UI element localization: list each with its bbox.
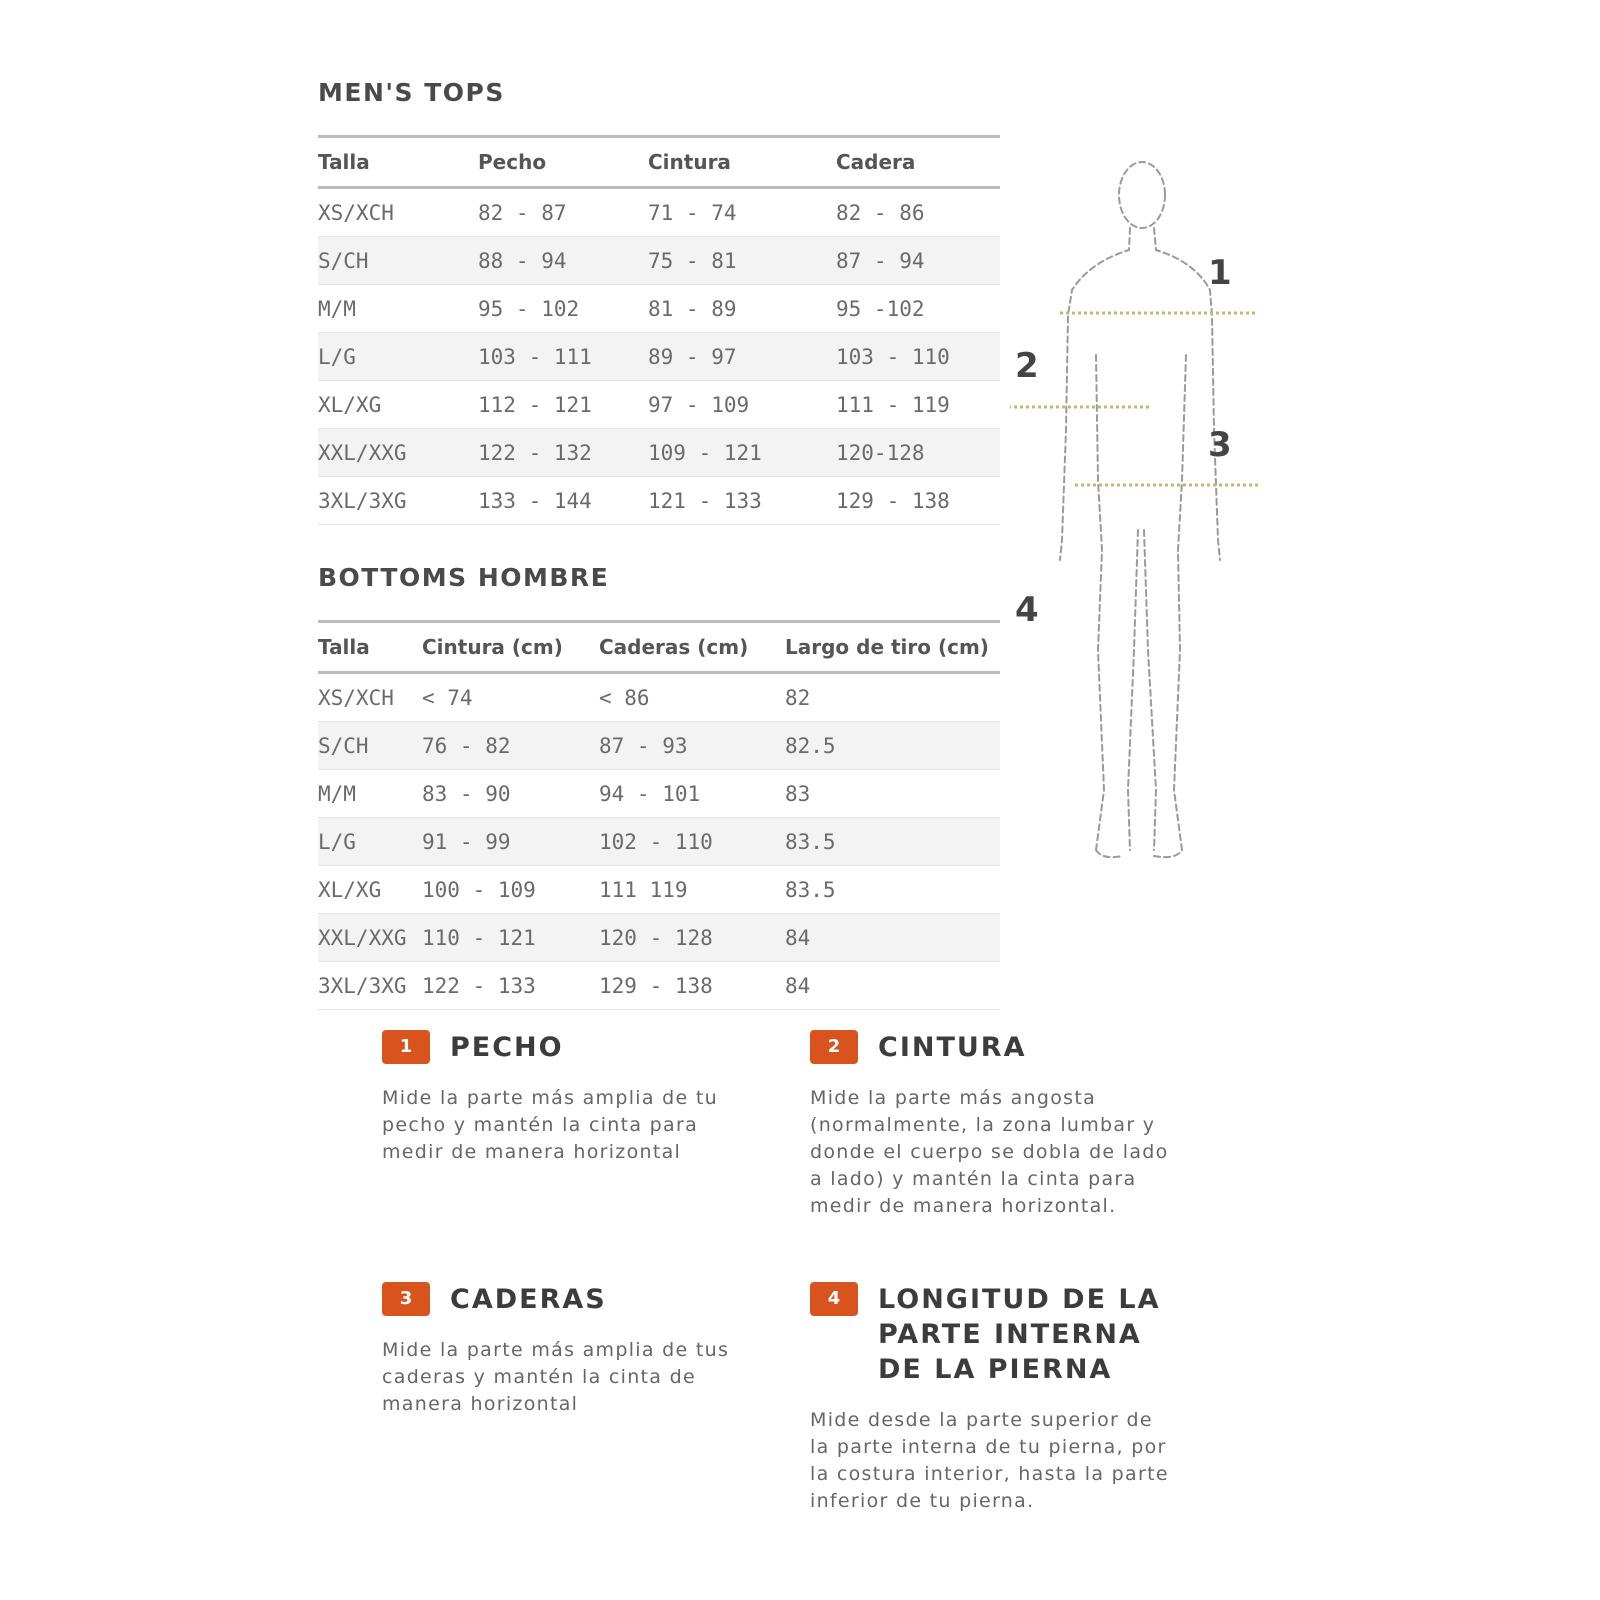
size-cell: 3XL/3XG — [318, 477, 478, 525]
value-cell: 111 119 — [599, 866, 785, 914]
table-row — [318, 962, 1000, 1010]
value-cell: 81 - 89 — [648, 285, 836, 333]
size-cell: S/CH — [318, 237, 478, 285]
column-header: Largo de tiro (cm) — [785, 622, 1000, 673]
value-cell: 120 - 128 — [599, 914, 785, 962]
step-badge: 3 — [382, 1282, 430, 1316]
value-cell: 102 - 110 — [599, 818, 785, 866]
size-cell: XS/XCH — [318, 673, 422, 722]
info-title: PECHO — [450, 1032, 564, 1063]
size-cell: XXL/XXG — [318, 429, 478, 477]
value-cell: 111 - 119 — [836, 381, 1000, 429]
table-header-row — [318, 622, 1000, 673]
table-row — [318, 770, 1000, 818]
table-row — [318, 818, 1000, 866]
tops-size-table — [318, 135, 1000, 525]
value-cell: 83.5 — [785, 818, 1000, 866]
value-cell: 95 -102 — [836, 285, 1000, 333]
measure-label-1: 1 — [1208, 253, 1232, 293]
value-cell: 88 - 94 — [478, 237, 648, 285]
size-cell: L/G — [318, 333, 478, 381]
value-cell: 109 - 121 — [648, 429, 836, 477]
column-header: Talla — [318, 137, 478, 188]
value-cell: 97 - 109 — [648, 381, 836, 429]
size-cell: S/CH — [318, 722, 422, 770]
measure-label-3: 3 — [1208, 425, 1232, 465]
measure-label-4: 4 — [1015, 590, 1039, 630]
value-cell: 83.5 — [785, 866, 1000, 914]
size-cell: 3XL/3XG — [318, 962, 422, 1010]
value-cell: 94 - 101 — [599, 770, 785, 818]
column-header: Pecho — [478, 137, 648, 188]
value-cell: 133 - 144 — [478, 477, 648, 525]
info-title: CADERAS — [450, 1284, 607, 1315]
info-title: CINTURA — [878, 1032, 1027, 1063]
value-cell: 84 — [785, 962, 1000, 1010]
value-cell: 112 - 121 — [478, 381, 648, 429]
value-cell: 83 - 90 — [422, 770, 599, 818]
table-header-row — [318, 137, 1000, 188]
column-header: Caderas (cm) — [599, 622, 785, 673]
info-text: Mide desde la parte superior de la parte interna de tu pierna, por la costura interior, hasta la parte inferior de tu pierna. — [810, 1409, 1169, 1512]
info-pecho — [382, 1030, 762, 1166]
step-badge: 2 — [810, 1030, 858, 1064]
info-caderas — [382, 1282, 762, 1418]
info-text: Mide la parte más amplia de tu pecho y mantén la cinta para medir de manera horizontal — [382, 1087, 718, 1163]
value-cell: 103 - 111 — [478, 333, 648, 381]
value-cell: 71 - 74 — [648, 188, 836, 237]
size-cell: XL/XG — [318, 381, 478, 429]
bottoms-size-table — [318, 620, 1000, 1010]
value-cell: 76 - 82 — [422, 722, 599, 770]
value-cell: 91 - 99 — [422, 818, 599, 866]
value-cell: 82 - 86 — [836, 188, 1000, 237]
info-text: Mide la parte más amplia de tus caderas y mantén la cinta de manera horizontal — [382, 1339, 730, 1415]
size-cell: M/M — [318, 770, 422, 818]
table-row — [318, 722, 1000, 770]
size-cell: XS/XCH — [318, 188, 478, 237]
size-cell: XL/XG — [318, 866, 422, 914]
column-header: Cintura (cm) — [422, 622, 599, 673]
info-text: Mide la parte más angosta (normalmente, la zona lumbar y donde el cuerpo se dobla de lado a lado) y mantén la cinta para medir de manera horizontal. — [810, 1087, 1169, 1217]
value-cell: 120-128 — [836, 429, 1000, 477]
value-cell: < 86 — [599, 673, 785, 722]
value-cell: 87 - 94 — [836, 237, 1000, 285]
column-header: Talla — [318, 622, 422, 673]
body-measurement-figure — [1010, 150, 1310, 890]
value-cell: 95 - 102 — [478, 285, 648, 333]
value-cell: 82 - 87 — [478, 188, 648, 237]
table-row — [318, 429, 1000, 477]
value-cell: 82 — [785, 673, 1000, 722]
info-longitud-pierna — [810, 1282, 1178, 1515]
column-header: Cintura — [648, 137, 836, 188]
table-row — [318, 333, 1000, 381]
table-row — [318, 381, 1000, 429]
table-row — [318, 188, 1000, 237]
table-row — [318, 285, 1000, 333]
info-cintura — [810, 1030, 1178, 1220]
column-header: Cadera — [836, 137, 1000, 188]
size-cell: M/M — [318, 285, 478, 333]
table-row — [318, 866, 1000, 914]
table-row — [318, 914, 1000, 962]
value-cell: 75 - 81 — [648, 237, 836, 285]
value-cell: < 74 — [422, 673, 599, 722]
value-cell: 122 - 133 — [422, 962, 599, 1010]
body-outline-icon — [1010, 150, 1310, 890]
step-badge: 4 — [810, 1282, 858, 1316]
table-row — [318, 237, 1000, 285]
bottoms-title: BOTTOMS HOMBRE — [318, 563, 610, 592]
size-cell: XXL/XXG — [318, 914, 422, 962]
step-badge: 1 — [382, 1030, 430, 1064]
info-title: LONGITUD DE LA PARTE INTERNA DE LA PIERNA — [878, 1284, 1161, 1385]
value-cell: 103 - 110 — [836, 333, 1000, 381]
value-cell: 82.5 — [785, 722, 1000, 770]
value-cell: 87 - 93 — [599, 722, 785, 770]
value-cell: 83 — [785, 770, 1000, 818]
value-cell: 89 - 97 — [648, 333, 836, 381]
tops-title: MEN'S TOPS — [318, 78, 505, 107]
table-row — [318, 673, 1000, 722]
value-cell: 84 — [785, 914, 1000, 962]
measure-label-2: 2 — [1015, 346, 1039, 386]
value-cell: 121 - 133 — [648, 477, 836, 525]
value-cell: 129 - 138 — [599, 962, 785, 1010]
value-cell: 129 - 138 — [836, 477, 1000, 525]
value-cell: 110 - 121 — [422, 914, 599, 962]
value-cell: 122 - 132 — [478, 429, 648, 477]
size-cell: L/G — [318, 818, 422, 866]
value-cell: 100 - 109 — [422, 866, 599, 914]
table-row — [318, 477, 1000, 525]
